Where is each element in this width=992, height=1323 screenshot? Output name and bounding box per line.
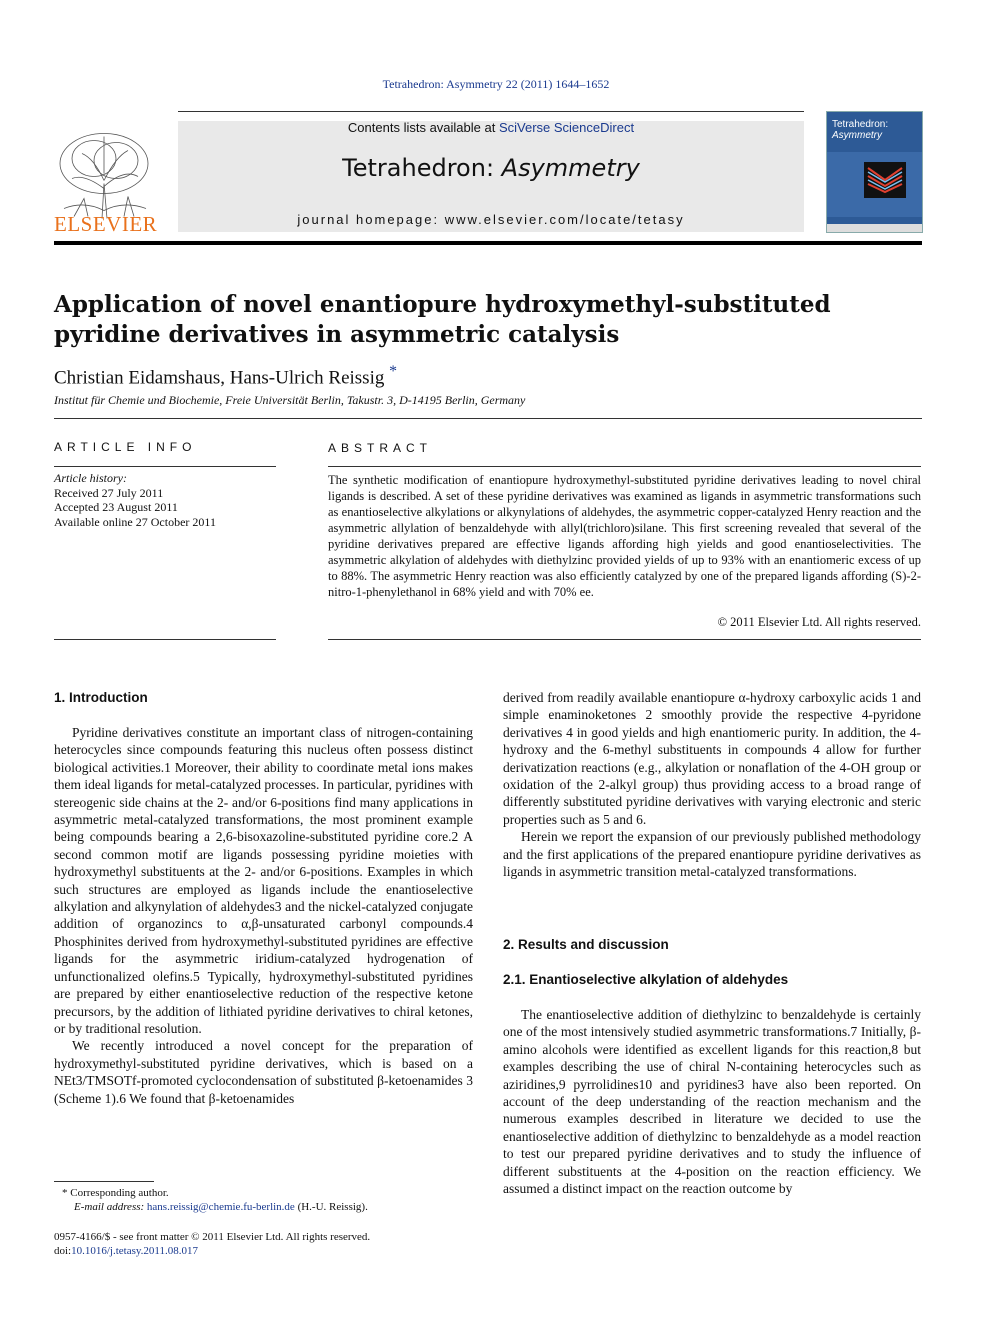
article-info-heading: ARTICLE INFO [54,440,197,454]
abstract-heading: ABSTRACT [328,441,433,455]
header-thick-rule [54,241,922,245]
results-heading: 2. Results and discussion [503,937,669,952]
journal-homepage[interactable]: journal homepage: www.elsevier.com/locate/tetasy [297,212,685,227]
right-column-lower [503,1006,921,1197]
right-paragraph-1: derived from readily available enantiopure α-hydroxy carboxylic acids 1 and simple enaminoketones 2 smoothly provide the respective 4-pyridone derivatives 4 in good yields and high enantiomeric purity. In addition, the 4-hydroxy and the 6-methyl substituents in compounds 4 allow for further derivatization reactions (e.g., alkylation or nonaflation of the 4-OH group or oxidation of the 2-alkyl group) thus providing access to a broad range of differently substituted pyridine derivatives with varying electronic and steric properties such as 5 and 6. [503,690,921,827]
issn-line: 0957-4166/$ - see front matter © 2011 Elsevier Ltd. All rights reserved. [54,1231,371,1243]
email-footnote: E-mail address: hans.reissig@chemie.fu-berlin.de (H.-U. Reissig). [74,1201,368,1213]
author-list: Christian Eidamshaus, Hans-Ulrich Reissig * [54,363,398,389]
email-link[interactable]: hans.reissig@chemie.fu-berlin.de [146,1201,295,1213]
cover-title: Tetrahedron: Asymmetry [832,119,889,141]
affiliation-rule [54,418,922,419]
abstract-rule [328,466,921,467]
footnote-rule [54,1181,154,1182]
doi-line: doi:10.1016/j.tetasy.2011.08.017 [54,1245,199,1257]
abstract-bottom-rule [328,639,921,640]
sciencedirect-link[interactable]: SciVerse ScienceDirect [498,120,635,135]
subsection-heading: 2.1. Enantioselective alkylation of aldehydes [503,972,789,987]
affiliation: Institut für Chemie und Biochemie, Freie Universität Berlin, Takustr. 3, D-14195 Berlin, Germany [54,393,526,407]
info-bottom-rule [54,639,276,640]
intro-paragraph-2: We recently introduced a novel concept for the preparation of hydroxymethyl-substituted pyridine derivatives, which is based on a NEt3/TMSOTf-promoted cyclocondensation of substituted β-ketoenamides 3 (Scheme 1).6 We found that β-ketoenamides [54,1038,473,1106]
doi-link[interactable]: 10.1016/j.tetasy.2011.08.017 [71,1245,199,1257]
abstract-text: The synthetic modification of enantiopure hydroxymethyl-substituted pyridine derivatives leading to novel chiral ligands is described. A set of these pyridine derivatives was examined as ligands in asymmetric transformations such as enantioselective alkylations or alkynylations of aldehydes, the asymmetric copper-catalyzed Henry reaction and the asymmetric allylation of benzaldehyde with allyl(trichloro)silane. This first screening revealed that several of the pyridine derivatives prepared are effective ligands affording high yields and good enantioselectivities. The asymmetric alkylation of aldehydes with diethylzinc provided yields of up to 93% with an enantiomeric excess of up to 88%. The asymmetric Henry reaction was also efficiently catalyzed by one of the prepared ligands affording (S)-2-nitro-1-phenylethanol in 68% yield and with 70% ee. [328,473,921,599]
intro-paragraph-1: Pyridine derivatives constitute an important class of nitrogen-containing heterocycles since compounds featuring this nucleus often possess distinct biological activities.1 Moreover, their ability to coordinate metal ions makes them ideal ligands for metal-catalyzed processes. In particular, pyridines with stereogenic side chains at the 2- and/or 6-positions find many applications in asymmetric metal-catalyzed transformations, the most prominent example being compounds bearing a 2,6-bisoxazoline-substituted pyridine core.2 A second common motif are ligands possessing pyridine moieties with hydroxymethyl substituents at the 2- and/or 6-positions. Examples in which such structures are employed as ligands include the enantioselective alkylation and alkynylation of aldehydes3 and the nickel-catalyzed conjugate addition of organozincs to α,β-unsaturated carbonyl compounds.4 Phosphinites derived from hydroxymethyl-substituted pyridines are effective ligands for the asymmetric iridium-catalyzed hydrogenation of unfunctionalized olefins.5 Typically, hydroxymethyl-substituted pyridines are prepared by either enantioselective reduction of the respective ketone precursors, by the addition of lithiated pyridine derivatives to chiral ketones, or by traditional resolution. [54,725,473,1036]
publisher-wordmark: ELSEVIER [54,212,158,236]
right-paragraph-2: Herein we report the expansion of our previously published methodology and the first applications of the prepared enantiopure pyridine derivatives as ligands in asymmetric transition metal-catalyzed transformations. [503,829,921,880]
contents-line: Contents lists available at SciVerse ScienceDirect [347,120,635,135]
corresponding-footnote: * Corresponding author. [62,1187,169,1199]
article-title: Application of novel enantiopure hydroxymethyl-substituted pyridine derivatives in asymmetric catalysis [54,291,831,348]
left-column [54,724,473,1107]
info-rule [54,466,276,467]
right-paragraph-3: The enantioselective addition of diethylzinc to benzaldehyde is certainly one of the most intensively studied asymmetric transformations.7 Initially, β-amino alcohols were identified as excellent ligands for this reaction,8 but examples describing the use of chiral N-containing heterocycles such as aziridines,9 pyrrolidines10 and pyridines3 have also been reported. On account of the deep understanding of the reaction mechanism and the numerous examples described in literature we decided to use the enantioselective addition of diethylzinc to benzaldehyde as a model reaction to test our prepared pyridine derivatives and to study the influence of different substituents at the 4-position on the reaction efficiency. We assumed a distinct impact on the reaction outcome by [503,1007,921,1197]
abstract-copyright: © 2011 Elsevier Ltd. All rights reserved. [717,615,921,629]
header-top-rule [178,111,804,112]
corresponding-author-mark[interactable]: * [389,363,398,380]
journal-reference[interactable]: Tetrahedron: Asymmetry 22 (2011) 1644–1652 [382,77,610,91]
right-column [503,689,921,880]
intro-heading: 1. Introduction [54,690,148,705]
journal-name: Tetrahedron: Asymmetry [342,154,640,182]
article-history: Article history: Received 27 July 2011 Accepted 23 August 2011 Available online 27 October 2011 [54,471,216,529]
